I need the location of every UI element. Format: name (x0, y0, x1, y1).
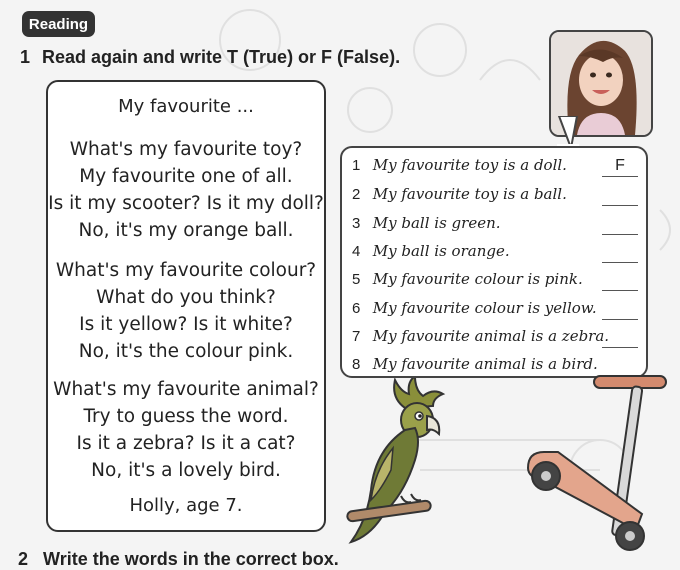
poem-line: My favourite one of all. (79, 166, 293, 187)
statement-number: 3 (352, 215, 361, 232)
statement-number: 1 (352, 157, 361, 174)
statement-text: My ball is green. (372, 214, 501, 232)
statement-row (352, 185, 638, 209)
scooter-illustration (524, 372, 672, 554)
statement-number: 6 (352, 300, 361, 317)
statement-row (352, 270, 638, 294)
poem-line: What do you think? (96, 287, 276, 308)
statement-number: 2 (352, 186, 361, 203)
answer-field[interactable] (602, 271, 638, 291)
statement-text: My favourite animal is a zebra. (372, 327, 610, 345)
poem-line: Is it yellow? Is it white? (79, 314, 293, 335)
answer-field[interactable] (602, 186, 638, 206)
statement-number: 7 (352, 328, 361, 345)
exercise-heading (20, 47, 400, 68)
section-badge: Reading (22, 11, 95, 37)
statement-text: My favourite colour is pink. (372, 270, 583, 288)
statement-row (352, 214, 638, 238)
answer-field[interactable] (602, 243, 638, 263)
statement-text: My ball is orange. (372, 242, 510, 260)
exercise-number: 1 (20, 47, 31, 67)
poem-box (46, 80, 326, 532)
next-exercise-heading (18, 549, 339, 570)
poem-line: Is it a zebra? Is it a cat? (76, 433, 296, 454)
poem-line: What's my favourite toy? (69, 139, 303, 160)
statement-text: My favourite toy is a ball. (372, 185, 567, 203)
poem-line: Is it my scooter? Is it my doll? (48, 193, 324, 214)
speech-bubble-tail (553, 116, 583, 150)
next-exercise-instruction: Write the words in the correct box. (43, 549, 339, 569)
poem-stanza (48, 136, 324, 244)
statement-row (352, 156, 638, 180)
statement-number: 4 (352, 243, 361, 260)
statement-text: My favourite colour is yellow. (372, 299, 597, 317)
poem-line: No, it's my orange ball. (78, 220, 294, 241)
statement-text: My favourite animal is a bird. (372, 355, 598, 373)
statement-row (352, 299, 638, 323)
statement-row (352, 242, 638, 266)
parrot-illustration (345, 378, 450, 553)
statements-box (340, 146, 648, 378)
answer-field[interactable] (602, 328, 638, 348)
poem-stanza (48, 257, 324, 365)
answer-field[interactable] (602, 215, 638, 235)
exercise-instruction: Read again and write T (True) or F (False). (42, 47, 401, 67)
statement-number: 5 (352, 271, 361, 288)
poem-line: What's my favourite colour? (55, 260, 317, 281)
statement-row (352, 327, 638, 351)
poem-signature: Holly, age 7. (129, 495, 243, 516)
answer-field[interactable] (602, 300, 638, 320)
statement-number: 8 (352, 356, 361, 373)
answer-field[interactable]: F (602, 157, 638, 177)
poem-line: No, it's a lovely bird. (91, 460, 281, 481)
poem-line: No, it's the colour pink. (78, 341, 294, 362)
next-exercise-number: 2 (18, 549, 29, 569)
poem-line: What's my favourite animal? (53, 379, 319, 400)
poem-line: Try to guess the word. (83, 406, 289, 427)
poem-title: My favourite ... (118, 96, 254, 117)
poem-stanza (48, 376, 324, 484)
statement-text: My favourite toy is a doll. (372, 156, 567, 174)
